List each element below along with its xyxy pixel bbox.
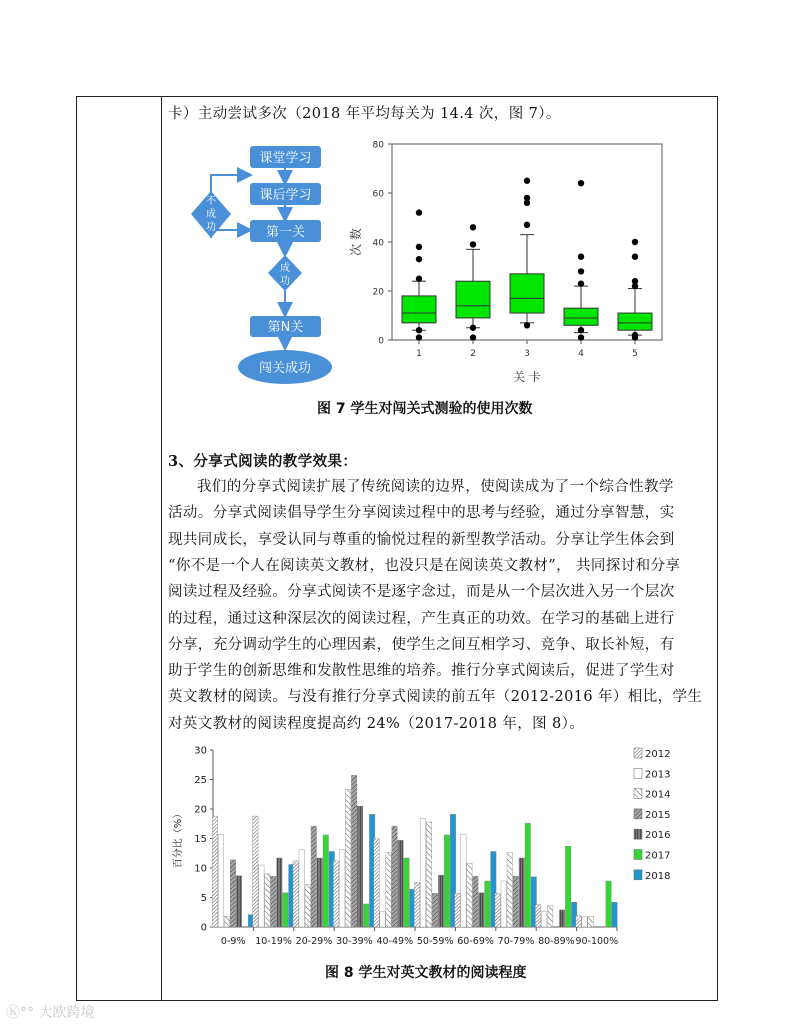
watermark-logo-icon: Ⓚ°° (6, 1005, 34, 1021)
bar-2015 (230, 860, 236, 927)
outlier-point (578, 334, 584, 340)
flow-final-label: 闯关成功 (258, 361, 312, 376)
outlier-point (470, 241, 476, 247)
bar-2013 (582, 917, 588, 927)
y-tick-label: 20 (372, 287, 384, 298)
section-title: 3、分享式阅读的教学效果： (168, 453, 358, 470)
bar-2016 (317, 858, 323, 927)
bar-2012 (333, 861, 339, 927)
bar-2016 (357, 806, 363, 927)
bar-2012 (455, 893, 461, 927)
bar-2014 (426, 822, 432, 927)
outlier-point (632, 283, 638, 289)
bar-2013 (420, 818, 426, 927)
x-tick-label: 20-29% (295, 936, 333, 947)
bar-2014 (224, 916, 230, 927)
y-axis-label: 百分比（%） (173, 808, 184, 869)
bar-2015 (271, 876, 277, 927)
bar-2017 (404, 858, 410, 927)
legend-swatch (634, 829, 642, 839)
bar-2018 (612, 902, 618, 927)
flow-step-class-label: 课堂学习 (259, 151, 312, 166)
bar-2013 (339, 850, 345, 927)
figure8-bar-chart (165, 738, 690, 953)
x-tick-label: 3 (524, 349, 530, 359)
outlier-point (524, 178, 530, 184)
bar-2016 (398, 840, 404, 927)
bar-2013 (501, 881, 507, 927)
bar-2013 (461, 834, 467, 927)
table-column-divider (161, 96, 162, 1001)
bar-2012 (414, 882, 420, 927)
y-tick-label: 5 (200, 893, 207, 904)
x-tick-label: 1 (416, 349, 422, 359)
x-tick-label: 0-9% (220, 936, 246, 947)
x-tick-label: 60-69% (457, 936, 494, 947)
outlier-point (416, 209, 422, 215)
y-tick-label: 0 (200, 922, 207, 934)
bar-2017 (283, 893, 289, 927)
box (618, 313, 652, 330)
y-tick-label: 10 (194, 863, 207, 875)
outlier-point (470, 334, 476, 340)
box (456, 281, 490, 318)
watermark-text: 大欧跨境 (38, 1005, 95, 1021)
bar-2012 (293, 861, 299, 927)
bar-2016 (519, 858, 525, 927)
bar-2014 (507, 853, 513, 927)
bar-2016 (277, 858, 283, 927)
legend-label: 2018 (645, 870, 671, 882)
outlier-point (416, 327, 422, 333)
legend-label: 2012 (645, 749, 671, 760)
legend-label: 2014 (645, 789, 671, 801)
bar-2015 (351, 775, 357, 927)
intro-line: 卡）主动尝试多次（2018 年平均每关为 14.4 次，图 7）。 (168, 106, 561, 122)
body-line: 的过程，通过这种深层次的阅读过程，产生真正的功效。在学习的基础上进行 (168, 610, 675, 627)
y-tick-label: 40 (372, 238, 384, 249)
x-tick-label: 70-79% (497, 936, 535, 947)
box (402, 296, 436, 323)
bar-2015 (392, 826, 398, 927)
body-line: 活动。分享式阅读倡导学生分享阅读过程中的思考与经验，通过分享智慧，实 (168, 505, 675, 522)
outlier-point (524, 322, 530, 328)
x-tick-label: 10-19% (255, 936, 292, 947)
bar-2012 (576, 916, 582, 927)
bar-2013 (541, 912, 547, 927)
box (510, 274, 544, 313)
figure8-caption: 图 8 学生对英文教材的阅读程度 (325, 965, 527, 981)
legend-swatch (634, 768, 642, 778)
bar-2015 (432, 893, 438, 927)
outlier-point (578, 268, 584, 274)
y-tick-label: 30 (194, 745, 207, 757)
bar-2017 (525, 823, 531, 927)
outlier-point (416, 256, 422, 262)
outlier-point (524, 222, 530, 228)
x-axis-label: 关 卡 (513, 370, 541, 384)
bar-2015 (513, 876, 519, 927)
y-tick-label: 80 (372, 140, 384, 151)
x-tick-label: 80-89% (538, 936, 575, 947)
y-tick-label: 0 (378, 336, 384, 347)
y-tick-label: 60 (372, 189, 384, 200)
outlier-point (470, 325, 476, 331)
bar-2014 (345, 790, 351, 927)
flow-success-label: 成功 (280, 263, 290, 287)
outlier-point (416, 334, 422, 340)
body-line: 助于学生的创新思维和发散性思维的培养。推行分享式阅读后，促进了学生对 (168, 663, 675, 680)
y-tick-label: 25 (194, 775, 207, 786)
bar-2014 (588, 916, 594, 927)
outlier-point (416, 276, 422, 282)
x-tick-label: 2 (470, 349, 476, 359)
bar-2017 (485, 881, 491, 927)
bar-2016 (236, 876, 242, 927)
body-line: 对英文教材的阅读程度提高约 24%（2017-2018 年，图 8）。 (168, 715, 585, 732)
bar-2017 (444, 835, 450, 927)
flow-step-level-1-label: 第一关 (265, 225, 306, 240)
bar-2017 (323, 835, 329, 927)
bar-2012 (495, 893, 501, 927)
outlier-point (524, 200, 530, 206)
bar-2014 (386, 853, 392, 927)
bar-2017 (606, 881, 612, 927)
outlier-point (632, 334, 638, 340)
body-line: 阅读过程及经验。分享式阅读不是逐字念过，而是从一个层次进入另一个层次 (168, 584, 675, 601)
outlier-point (578, 254, 584, 260)
y-axis-label: 次 数 (349, 228, 363, 256)
figure7-caption: 图 7 学生对闯关式测验的使用次数 (317, 401, 533, 417)
bar-2017 (363, 904, 369, 927)
bar-2012 (374, 839, 380, 928)
body-line: “你不是一个人在阅读英文教材，也没只是在阅读英文教材”， 共同探讨和分享 (168, 557, 681, 574)
outlier-point (578, 327, 584, 333)
outlier-point (578, 280, 584, 286)
body-line: 现共同成长，享受认同与尊重的愉悦过程的新型教学活动。分享让学生体会到 (168, 531, 675, 548)
flow-step-after-class-label: 课后学习 (259, 188, 312, 203)
x-tick-label: 90-100% (575, 936, 619, 947)
bar-2016 (559, 910, 565, 927)
bar-2013 (218, 834, 224, 927)
box (564, 308, 598, 325)
legend-swatch (634, 789, 642, 799)
watermark (6, 1002, 94, 1022)
flow-fail-label: 不成功 (206, 196, 216, 233)
bar-2015 (311, 826, 317, 927)
x-tick-label: 40-49% (376, 936, 414, 947)
x-tick-label: 30-39% (336, 936, 373, 947)
bar-2014 (265, 874, 271, 927)
legend-swatch (634, 870, 642, 880)
flowchart (185, 138, 350, 388)
bar-2016 (438, 875, 444, 927)
bar-2012 (535, 905, 541, 927)
x-tick-label: 50-59% (416, 936, 454, 947)
body-line: 分享，充分调动学生的心理因素，使学生之间互相学习、竞争、取长补短，有 (168, 636, 675, 653)
flow-step-level-n-label: 第N关 (267, 320, 304, 335)
bar-2017 (565, 846, 571, 927)
x-tick-label: 5 (632, 349, 638, 359)
outlier-point (578, 180, 584, 186)
bar-2014 (305, 885, 311, 927)
legend-swatch (634, 809, 642, 819)
body-line: 英文教材的阅读。与没有推行分享式阅读的前五年（2012-2016 年）相比，学生 (168, 689, 703, 706)
y-tick-label: 20 (194, 804, 207, 816)
legend-label: 2017 (645, 850, 671, 862)
legend-label: 2015 (645, 809, 671, 821)
y-tick-label: 15 (194, 834, 207, 845)
outlier-point (470, 224, 476, 230)
outlier-point (416, 244, 422, 250)
bar-2014 (467, 863, 473, 927)
legend-swatch (634, 748, 642, 758)
x-tick-label: 4 (578, 349, 584, 359)
outlier-point (632, 239, 638, 245)
bar-2013 (299, 850, 305, 927)
outlier-point (632, 254, 638, 260)
bar-2014 (547, 906, 553, 927)
bar-2015 (473, 876, 479, 927)
legend-label: 2013 (645, 769, 671, 781)
bar-2013 (259, 865, 265, 927)
bar-2013 (380, 912, 386, 927)
figure7-boxplot (340, 135, 680, 385)
body-line: 我们的分享式阅读扩展了传统阅读的边界，使阅读成为了一个综合性教学 (197, 479, 674, 495)
legend-label: 2016 (645, 830, 671, 842)
bar-2016 (479, 893, 485, 927)
bar-2012 (212, 816, 218, 927)
bar-2012 (253, 816, 259, 927)
legend-swatch (634, 850, 642, 860)
